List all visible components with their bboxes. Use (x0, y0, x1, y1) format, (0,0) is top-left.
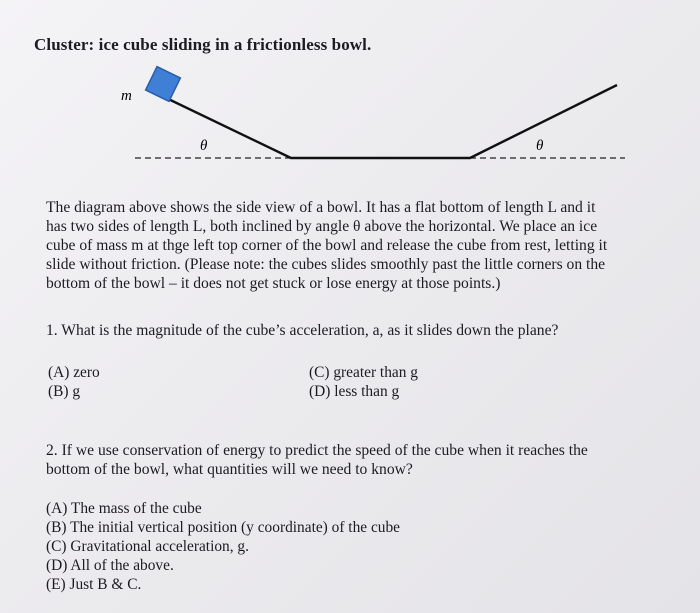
description-line: slide without friction. (Please note: the cubes slides smoothly past the little corners on the (46, 256, 606, 273)
q1-choice-d[interactable]: (D) less than g (309, 383, 400, 400)
bowl-diagram (0, 0, 700, 200)
bowl-profile (160, 85, 617, 158)
question-1-text: 1. What is the magnitude of the cube’s acceleration, a, as it slides down the plane? (46, 322, 559, 339)
q1-choice-a[interactable]: (A) zero (48, 364, 100, 381)
q2-option-b[interactable]: (B) The initial vertical position (y coordinate) of the cube (46, 519, 401, 536)
right-angle-label: θ (536, 138, 544, 154)
description-line: bottom of the bowl – it does not get stuck or lose energy at those points.) (46, 275, 501, 292)
ice-cube (146, 67, 181, 102)
q1-choice-c[interactable]: (C) greater than g (309, 364, 418, 381)
mass-label: m (121, 88, 132, 104)
q2-option-a[interactable]: (A) The mass of the cube (46, 500, 202, 517)
ice-cube-shape (146, 67, 181, 102)
q1-choice-b[interactable]: (B) g (48, 383, 81, 400)
question-2-line: 2. If we use conservation of energy to predict the speed of the cube when it reaches the (46, 442, 588, 459)
q2-option-c[interactable]: (C) Gravitational acceleration, g. (46, 538, 249, 555)
q2-option-d[interactable]: (D) All of the above. (46, 557, 174, 574)
problem-description (46, 198, 682, 293)
question-2-line: bottom of the bowl, what quantities will we need to know? (46, 461, 413, 478)
page-title: Cluster: ice cube sliding in a frictionless bowl. (34, 35, 372, 54)
description-line: The diagram above shows the side view of a bowl. It has a flat bottom of length L and it (46, 199, 596, 216)
q2-option-e[interactable]: (E) Just B & C. (46, 576, 142, 593)
description-line: cube of mass m at thge left top corner of the bowl and release the cube from rest, letting it (46, 237, 608, 254)
left-angle-label: θ (200, 138, 208, 154)
question-2-text (46, 441, 686, 479)
description-line: has two sides of length L, both inclined by angle θ above the horizontal. We place an ice (46, 218, 598, 235)
